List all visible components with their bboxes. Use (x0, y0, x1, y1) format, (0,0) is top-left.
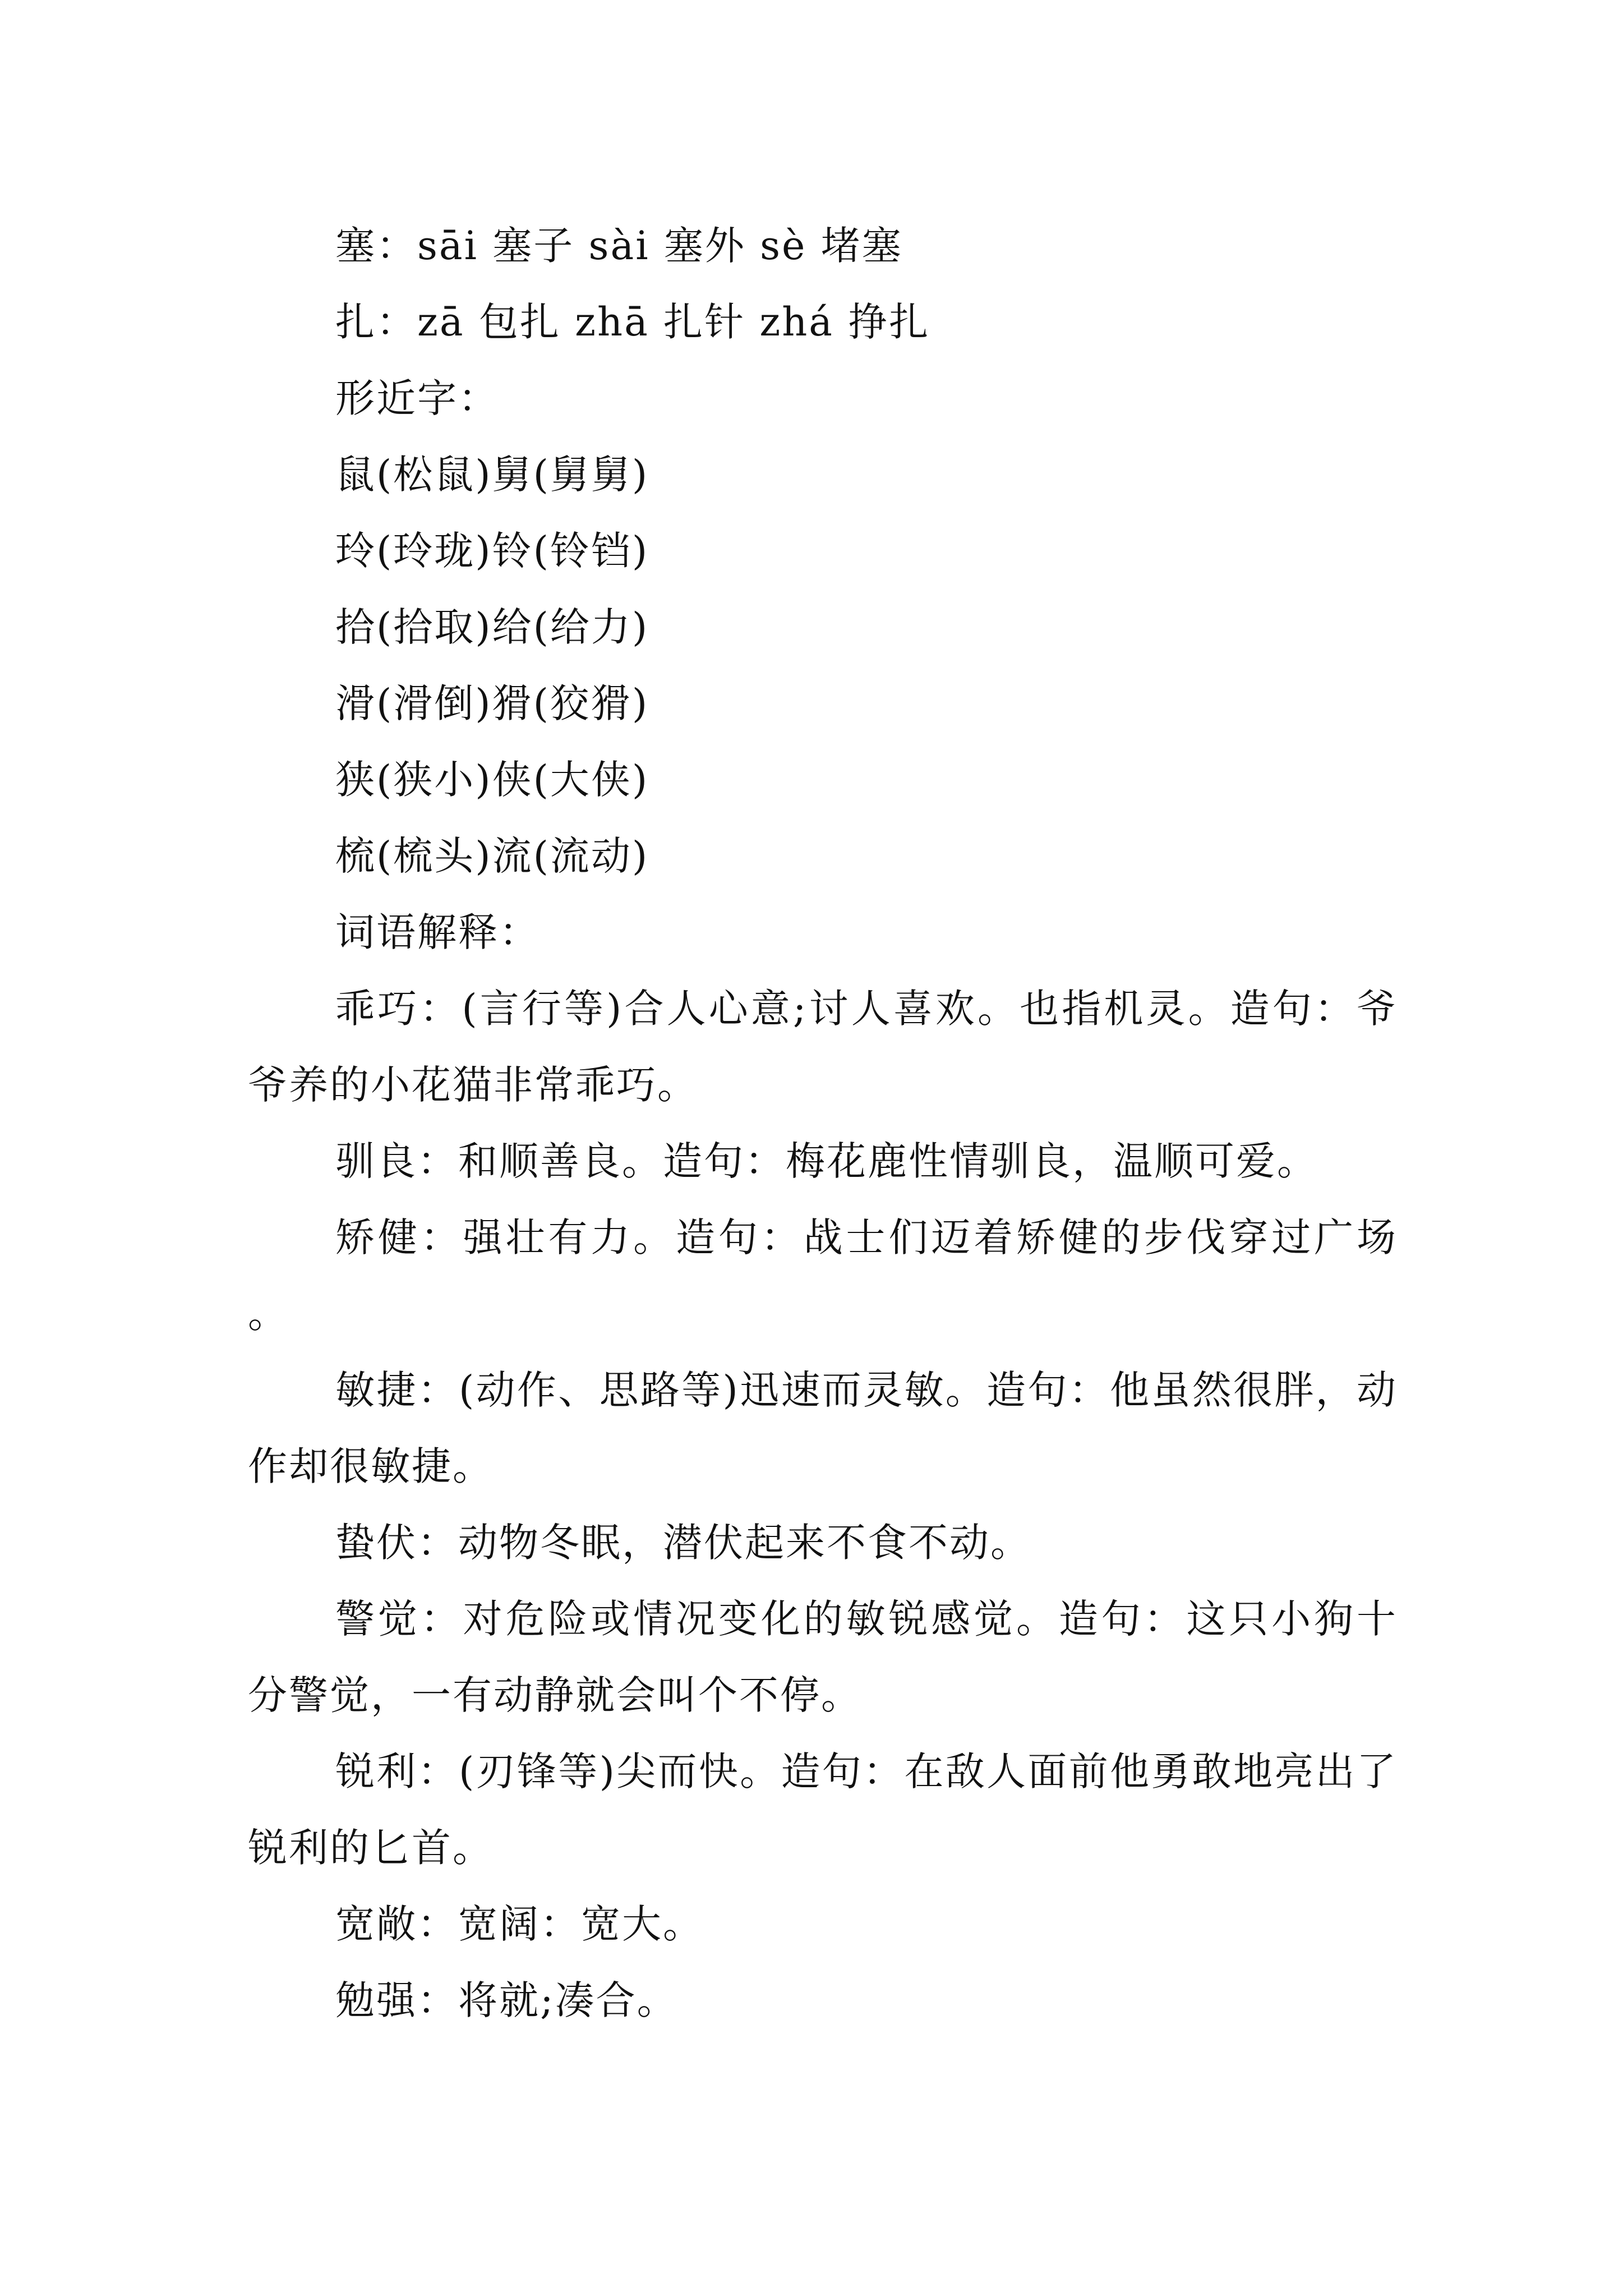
similar-char-item: 狭(狭小)侠(大侠) (335, 757, 649, 803)
polyphone-line-sai: 塞：sāi 塞子 sài 塞外 sè 堵塞 (335, 223, 903, 269)
similar-chars-heading: 形近字： (335, 375, 499, 421)
similar-char-item: 滑(滑倒)猾(狡猾) (335, 680, 649, 726)
polyphone-line-za: 扎：zā 包扎 zhā 扎针 zhá 挣扎 (335, 299, 930, 345)
word-explanation-minjie: 敏捷：(动作、思路等)迅速而灵敏。造句：他虽然很胖，动作却很敏捷。 (248, 1367, 1398, 1489)
document-body (248, 208, 1398, 2039)
word-explanation-zhefu: 蛰伏：动物冬眠，潜伏起来不食不动。 (335, 1520, 1031, 1566)
similar-char-item: 玲(玲珑)铃(铃铛) (335, 528, 649, 574)
word-explanation-guaiqiao: 乖巧：(言行等)合人心意;讨人喜欢。也指机灵。造句：爷爷养的小花猫非常乖巧。 (248, 986, 1398, 1108)
similar-char-item: 梳(梳头)流(流动) (335, 833, 649, 879)
word-explanation-ruili: 锐利：(刃锋等)尖而快。造句：在敌人面前他勇敢地亮出了锐利的匕首。 (248, 1749, 1398, 1871)
word-explanation-mianqiang: 勉强：将就;凑合。 (335, 1977, 678, 2023)
word-explanation-jingjue: 警觉：对危险或情况变化的敏锐感觉。造句：这只小狗十分警觉，一有动静就会叫个不停。 (248, 1596, 1398, 1718)
word-explanation-xunliang: 驯良：和顺善良。造句：梅花鹿性情驯良，温顺可爱。 (335, 1138, 1318, 1184)
word-explanations-heading: 词语解释： (335, 909, 540, 955)
word-explanation-kuanchang: 宽敞：宽阔：宽大。 (335, 1901, 704, 1947)
similar-char-item: 鼠(松鼠)舅(舅舅) (335, 452, 649, 498)
word-explanation-jiaojian: 矫健：强壮有力。造句：战士们迈着矫健的步伐穿过广场。 (248, 1214, 1398, 1337)
similar-char-item: 拾(拾取)给(给力) (335, 604, 649, 650)
